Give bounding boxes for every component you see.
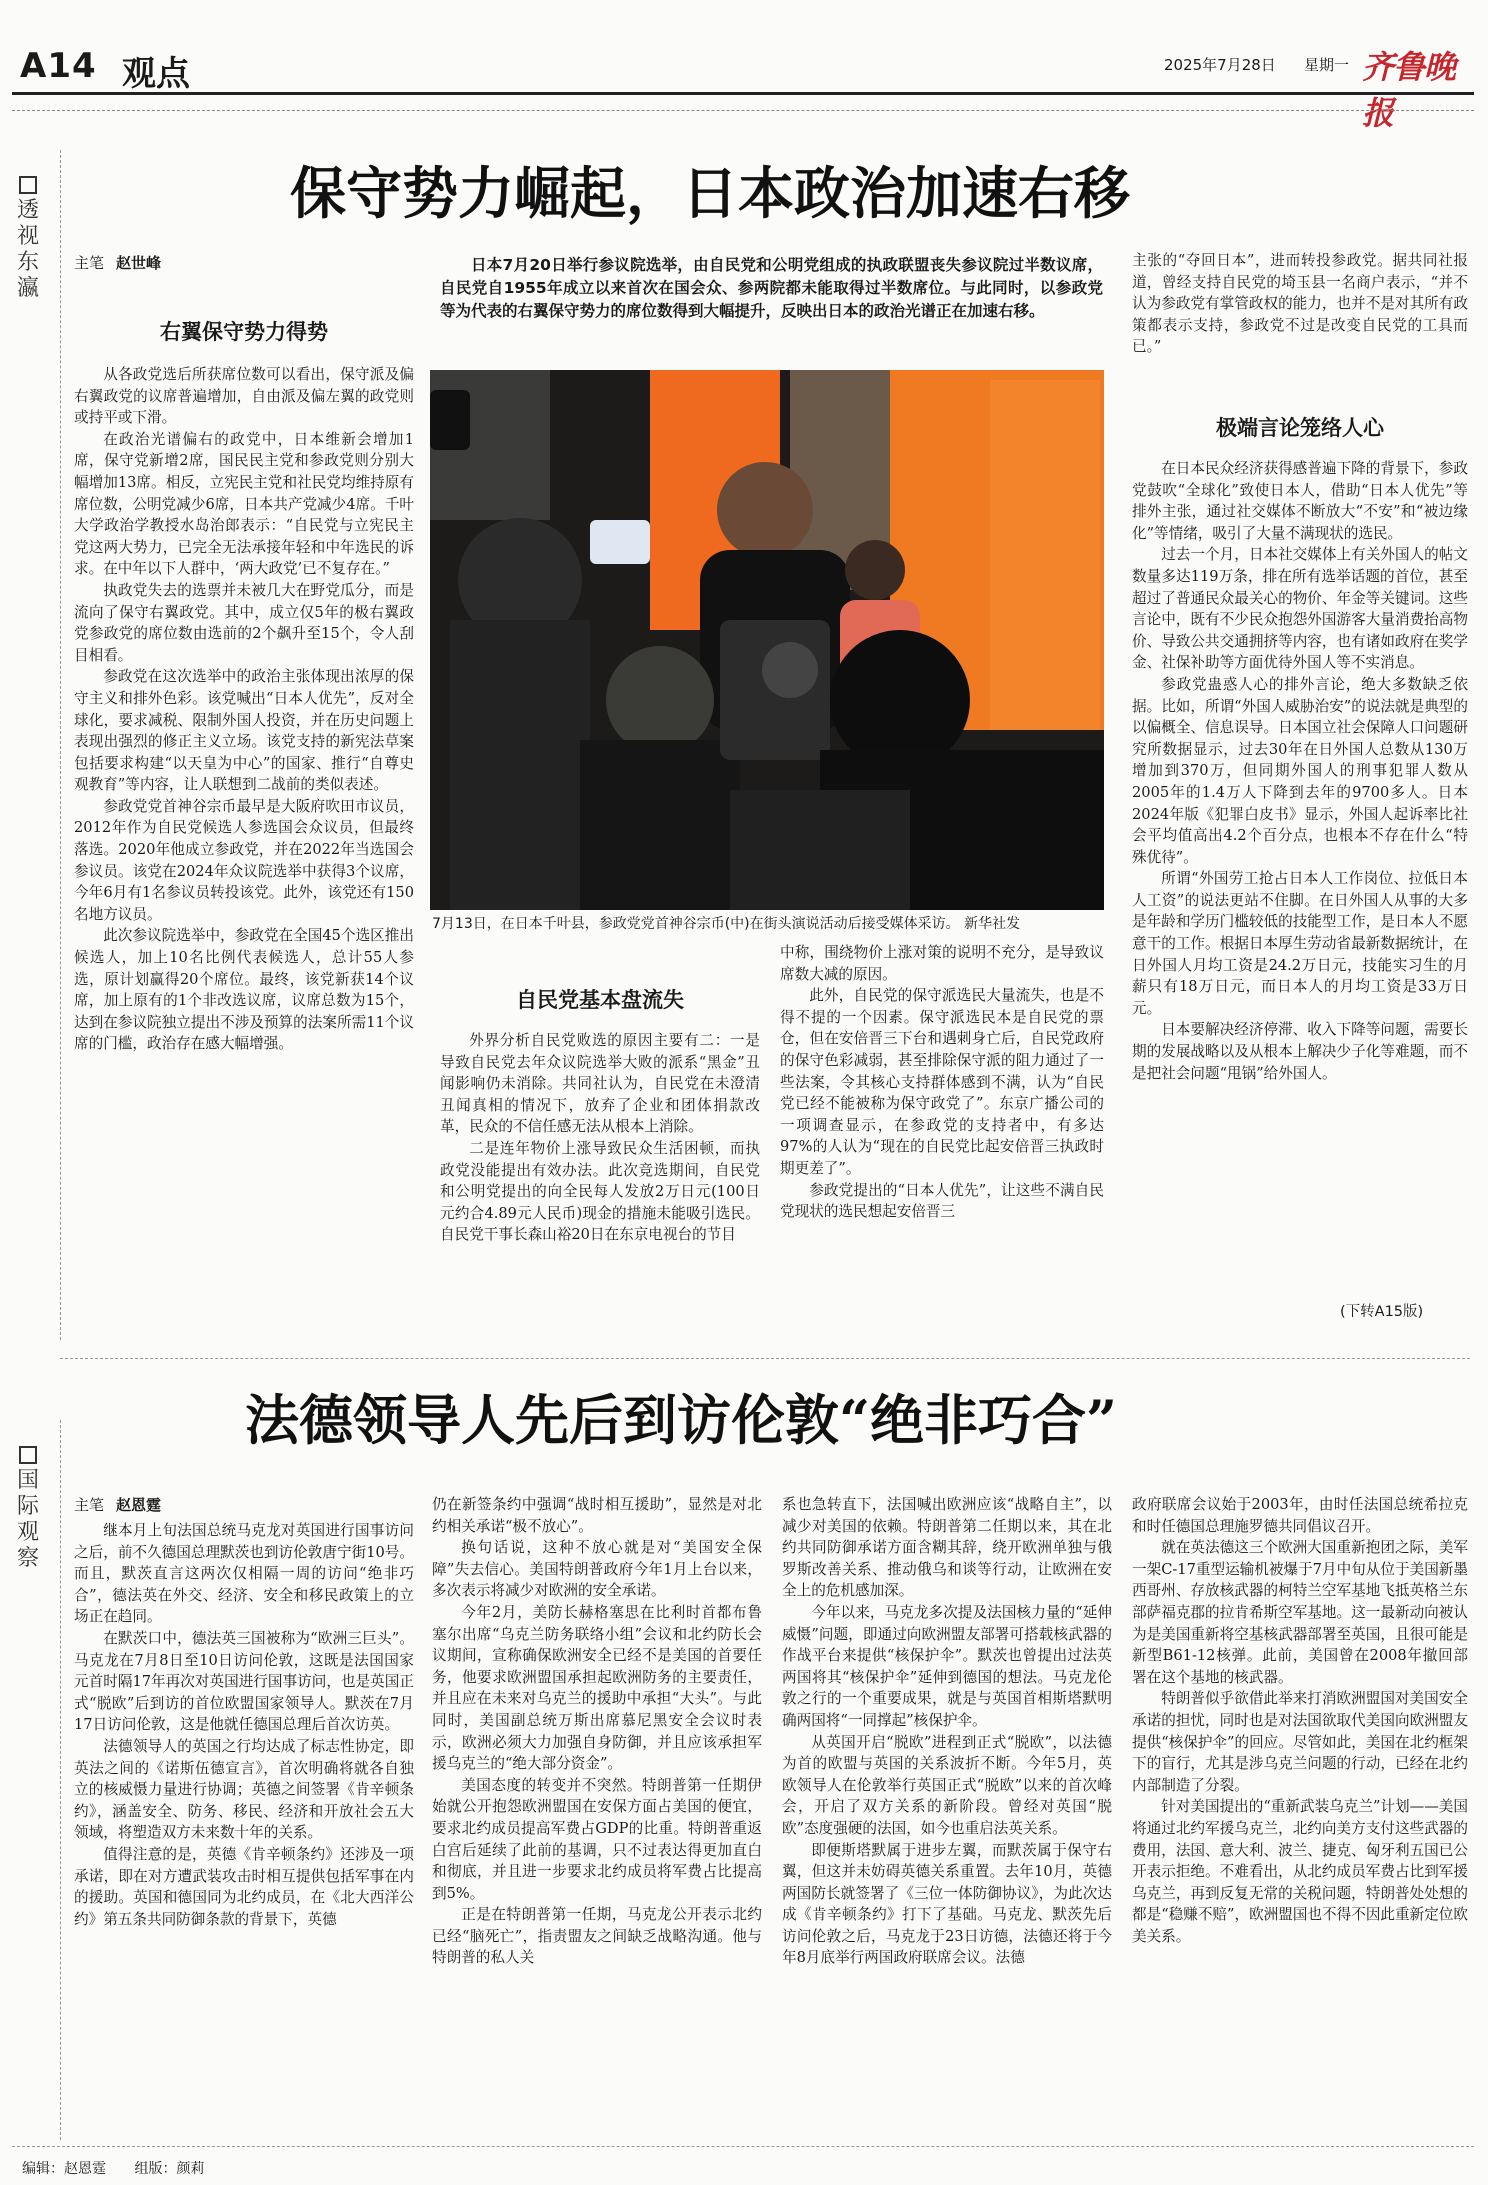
article2-column-3: 系也急转直下，法国喊出欧洲应该“战略自主”，以减少对美国的依赖。特朗普第二任期以来，其在北约共同防御承诺方面含糊其辞，绕开欧洲单独与俄罗斯改善关系、推动俄乌和谈等行动，让欧洲在安全上的危机感加深。 今年以来，马克龙多次提及法国核力量的“延伸威慑”问题，即通过向欧洲盟友部署可搭载核武器的作战平台来提供“核保护伞”。默茨也曾提出过法英两国将其“核保护伞”延伸到德国的想法。马克龙伦敦之行的一个重要成果，就是与英国首相斯塔默明确两国将“一同撑起”核保护伞。 从英国开启“脱欧”进程到正式“脱欧”，以法德为首的欧盟与英国的关系波折不断。今年5月，英欧领导人在伦敦举行英国正式“脱欧”以来的首次峰会，开启了双方关系的新阶段。曾经对英国“脱欧”态度强硬的法国，如今也重启法英关系。 即便斯塔默属于进步左翼，而默茨属于保守右翼，但这并未妨碍英德关系重置。去年10月，英德两国防长就签署了《三位一体防御协议》，为此次达成《肯辛顿条约》打下了基础。马克龙、默茨先后访问伦敦之后，马克龙于23日访德，法德还将于今年8月底举行两国政府联席会议。法德 <box>782 1496 1112 1967</box>
article2-column-4: 政府联席会议始于2003年，由时任法国总统希拉克和时任德国总理施罗德共同倡议召开。 就在英法德这三个欧洲大国重新抱团之际，美军一架C-17重型运输机被爆于7月中旬从位于美国新墨西哥州、存放核武器的柯特兰空军基地飞抵英格兰东部萨福克郡的拉肯希斯空军基地。这一最新动向被认为是美国重新将空基核武器部署至英国，且很可能是新型B61-12核弹。此前，美国曾在2008年撤回部署在这个基地的核武器。 特朗普似乎欲借此举来打消欧洲盟国对美国安全承诺的担忧，同时也是对法国欲取代美国向欧洲盟友提供“核保护伞”的回应。尽管如此，美国在北约框架下的盲行，尤其是涉乌克兰问题的行动，已经在北约内部制造了分裂。 针对美国提出的“重新武装乌克兰”计划——美国将通过北约军援乌克兰，北约向美方支付这些武器的费用，法国、意大利、波兰、捷克、匈牙利五国已公开表示拒绝。不难看出，从北约成员军费占比到军援乌克兰，再到反复无常的关税问题，特朗普处处想的都是“稳赚不赔”，欧洲盟国也不得不因此重新定位欧美关系。 <box>1132 1496 1468 1945</box>
article2-byline: 主笔 赵恩霆 <box>74 1496 162 1514</box>
article1-photo <box>430 370 1104 910</box>
article1-column-4-top: 主张的“夺回日本”，进而转投参政党。据共同社报道，曾经支持自民党的埼玉县一名商户表示，“并不认为参政党有掌管政权的能力，也并不是对其所有政策都表示支持，参政党不过是改变自民党的工具而已。” <box>1132 252 1468 356</box>
section-divider <box>60 1358 1470 1359</box>
article1-subhead-3: 极端言论笼络人心 <box>1216 415 1384 440</box>
header-dashed-rule <box>12 110 1474 111</box>
article2-column-2: 仍在新签条约中强调“战时相互援助”，显然是对北约相关承诺“极不放心”。 换句话说，这种不放心就是对“美国安全保障”失去信心。美国特朗普政府今年1月上台以来，多次表示将减少对欧洲的安全承诺。 今年2月，美防长赫格塞思在比利时首都布鲁塞尔出席“乌克兰防务联络小组”会议和北约防长会议期间，宣称确保欧洲安全已经不是美国的首要任务，他要求欧洲盟国承担起欧洲防务的主要责任，并且应在未来对乌克兰的援助中承担“大头”。与此同时，美国副总统万斯出席慕尼黑安全会议时表示，欧洲必须大力加强自身防御，并且应该承担军援乌克兰的“绝大部分资金”。 美国态度的转变并不突然。特朗普第一任期伊始就公开抱怨欧洲盟国在安保方面占美国的便宜，要求北约成员提高军费占GDP的比重。特朗普重返白宫后延续了此前的基调，只不过表达得更加直白和彻底，并且进一步要求北约成员将军费占比提高到5%。 正是在特朗普第一任期，马克龙公开表示北约已经“脑死亡”，指责盟友之间缺乏战略沟通。他与特朗普的私人关 <box>432 1496 762 1967</box>
footer-rule <box>12 2146 1474 2147</box>
article2-headline: 法德领导人先后到访伦敦“绝非巧合” <box>245 1388 1118 1452</box>
article1-subhead-2: 自民党基本盘流失 <box>516 987 684 1012</box>
article1-headline: 保守势力崛起，日本政治加速右移 <box>290 161 1130 227</box>
article1-byline: 主笔 赵世峰 <box>74 254 162 272</box>
page-number: A14 <box>20 46 97 86</box>
continue-note: (下转A15版) <box>1340 1304 1424 1320</box>
column-tag-box-icon <box>19 1446 37 1464</box>
article1-column-1: 从各政党选后所获席位数可以看出，保守派及偏右翼政党的议席普遍增加，自由派及偏左翼的政党则或持平或下滑。 在政治光谱偏右的政党中，日本维新会增加1席，保守党新增2席，国民民主党和参政党则分别大幅增加13席。相反，立宪民主党和社民党均维持原有席位数，公明党减少6席，日本共产党减少4席。千叶大学政治学教授水岛治郎表示：“自民党与立宪民主党这两大势力，已完全无法承接年轻和中年选民的诉求。在中年以下人群中，‘两大政党’已不复存在。” 执政党失去的选票并未被几大在野党瓜分，而是流向了保守右翼政党。其中，成立仅5年的极右翼政党参政党的席位数由选前的2个飙升至15个，令人刮目相看。 参政党在这次选举中的政治主张体现出浓厚的保守主义和排外色彩。该党喊出“日本人优先”，反对全球化，要求减税、限制外国人投资，并在历史问题上表现出强烈的修正主义立场。该党支持的新宪法草案包括要求构建“以天皇为中心”的国家、推行“自尊史观教育”等内容，让人联想到二战前的类似表述。 参政党党首神谷宗币最早是大阪府吹田市议员，2012年作为自民党候选人参选国会众议员，但最终落选。2020年他成立参政党，并在2022年当选国会参议员。该党在2024年众议院选举中获得3个议席，今年6月有1名参议员转投该党。此外，该党还有150名地方议员。 此次参议院选举中，参政党在全国45个选区推出候选人，加上10名比例代表候选人，总计55人参选，原计划赢得20个席位。最终，该党新获14个议席，加上原有的1个非改选议席，议席总数为15个，达到在参议院独立提出不涉及预算的法案所需11个议席的门槛，政治存在感大幅增强。 <box>74 366 414 1053</box>
article2-column-1: 继本月上旬法国总统马克龙对英国进行国事访问之后，前不久德国总理默茨也到访伦敦唐宁街10号。而且，默茨直言这两次仅相隔一周的访问“绝非巧合”，德法英在外交、经济、安全和移民政策上的立场正在趋同。 在默茨口中，德法英三国被称为“欧洲三巨头”。马克龙在7月8日至10日访问伦敦，这既是法国国家元首时隔17年再次对英国进行国事访问，也是英国正式“脱欧”后到访的首位欧盟国家领导人。默茨在7月17日访问伦敦，这是他就任德国总理后首次访英。 法德领导人的英国之行均达成了标志性协定，即英法之间的《诺斯伍德宣言》，首次明确将就各自独立的核威慑力量进行协调；英德之间签署《肯辛顿条约》，涵盖安全、防务、移民、经济和开放社会五大领域，将塑造双方未来数十年的关系。 值得注意的是，英德《肯辛顿条约》还涉及一项承诺，即在对方遭武装攻击时相互提供包括军事在内的援助。英国和德国同为北约成员，在《北大西洋公约》第五条共同防御条款的背景下，英德 <box>74 1522 414 1928</box>
photo-caption: 7月13日，在日本千叶县，参政党党首神谷宗币(中)在街头演说活动后接受媒体采访。 新华社发 <box>432 916 1021 932</box>
article1-column-4: 在日本民众经济获得感普遍下降的背景下，参政党鼓吹“全球化”致使日本人，借助“日本人优先”等排外主张，通过社交媒体不断放大“不安”和“被边缘化”等情绪，吸引了大量不满现状的选民。 过去一个月，日本社交媒体上有关外国人的帖文数量多达119万条，排在所有选举话题的首位，甚至超过了普通民众最关心的物价、年金等关键词。这些言论中，既有不少民众抱怨外国游客大量消费抬高物价、导致公共交通拥挤等内容，也有诸如政府在奖学金、社保补助等方面优待外国人等不实消息。 参政党蛊惑人心的排外言论，绝大多数缺乏依据。比如，所谓“外国人威胁治安”的说法就是典型的以偏概全、信息误导。日本国立社会保障人口问题研究所数据显示，过去30年在日外国人总数从130万增加到370万，但同期外国人的刑事犯罪人数从2005年的1.4万人下降到去年的9700多人。日本2024年版《犯罪白皮书》显示，外国人起诉率比社会平均值高出4.2个百分点，也根本不存在什么“特殊优待”。 所谓“外国劳工抢占日本人工作岗位、拉低日本人工资”的说法更站不住脚。在日外国人从事的大多是年龄和学历门槛较低的技能型工作，是日本人不愿意干的工作。根据日本厚生劳动省最新数据统计，在日外国人月均工资是24.2万日元，技能实习生的月薪只有18万日元，而日本人的月均工资是33万日元。 日本要解决经济停滞、收入下降等问题，需要长期的发展战略以及从根本上解决少子化等难题，而不是把社会问题“甩锅”给外国人。 <box>1132 460 1468 1082</box>
article1-column-3: 中称，围绕物价上涨对策的说明不充分，是导致议席数大减的原因。 此外，自民党的保守派选民大量流失，也是不得不提的一个因素。保守派选民本是自民党的票仓，但在安倍晋三下台和遇刺身亡后，自民党政府的保守色彩减弱，甚至排除保守派的阻力通过了一些法案，令其核心支持群体感到不满，认为“自民党已经不能被称为保守政党了”。东京广播公司的一项调查显示，在参政党的支持者中，有多达97%的人认为“现在的自民党比起安倍晋三执政时期更差了”。 参政党提出的“日本人优先”，让这些不满自民党现状的选民想起安倍晋三 <box>780 944 1104 1221</box>
section-name: 观点 <box>122 54 190 94</box>
column-tag-article1: 透视东瀛 <box>14 176 42 302</box>
column-rule <box>60 150 61 1340</box>
masthead-logo: 齐鲁晚报 <box>1362 48 1456 132</box>
header-rule <box>12 92 1474 95</box>
column-tag-box-icon <box>19 176 37 194</box>
article1-column-2: 外界分析自民党败选的原因主要有二：一是导致自民党去年众议院选举大败的派系“黑金”丑闻影响仍未消除。共同社认为，自民党在未澄清丑闻真相的情况下，放弃了企业和团体捐款改革，民众的不信任感无法从根本上消除。 二是连年物价上涨导致民众生活困顿，而执政党没能提出有效办法。此次竞选期间，自民党和公明党提出的向全民每人发放2万日元(100日元约合4.89元人民币)现金的措施未能吸引选民。自民党干事长森山裕20日在东京电视台的节目 <box>440 1032 760 1244</box>
footer-editor: 编辑：赵恩霆 <box>22 2161 106 2177</box>
page-footer <box>22 2158 228 2178</box>
issue-weekday: 星期一 <box>1304 56 1350 74</box>
issue-date: 2025年7月28日 <box>1164 56 1276 74</box>
article1-lead: 日本7月20日举行参议院选举，由自民党和公明党组成的执政联盟丧失参议院过半数议席，自民党自1955年成立以来首次在国会众、参两院都未能取得过半数席位。与此同时，以参政党等为代表的右翼保守势力的席位数得到大幅提升，反映出日本的政治光谱正在加速右移。 <box>440 256 1103 320</box>
column-rule <box>60 1420 61 2140</box>
footer-layout: 组版：颜莉 <box>134 2161 205 2177</box>
page-header <box>12 40 1474 132</box>
column-tag-article2: 国际观察 <box>14 1446 42 1572</box>
article1-subhead-1: 右翼保守势力得势 <box>160 319 328 344</box>
